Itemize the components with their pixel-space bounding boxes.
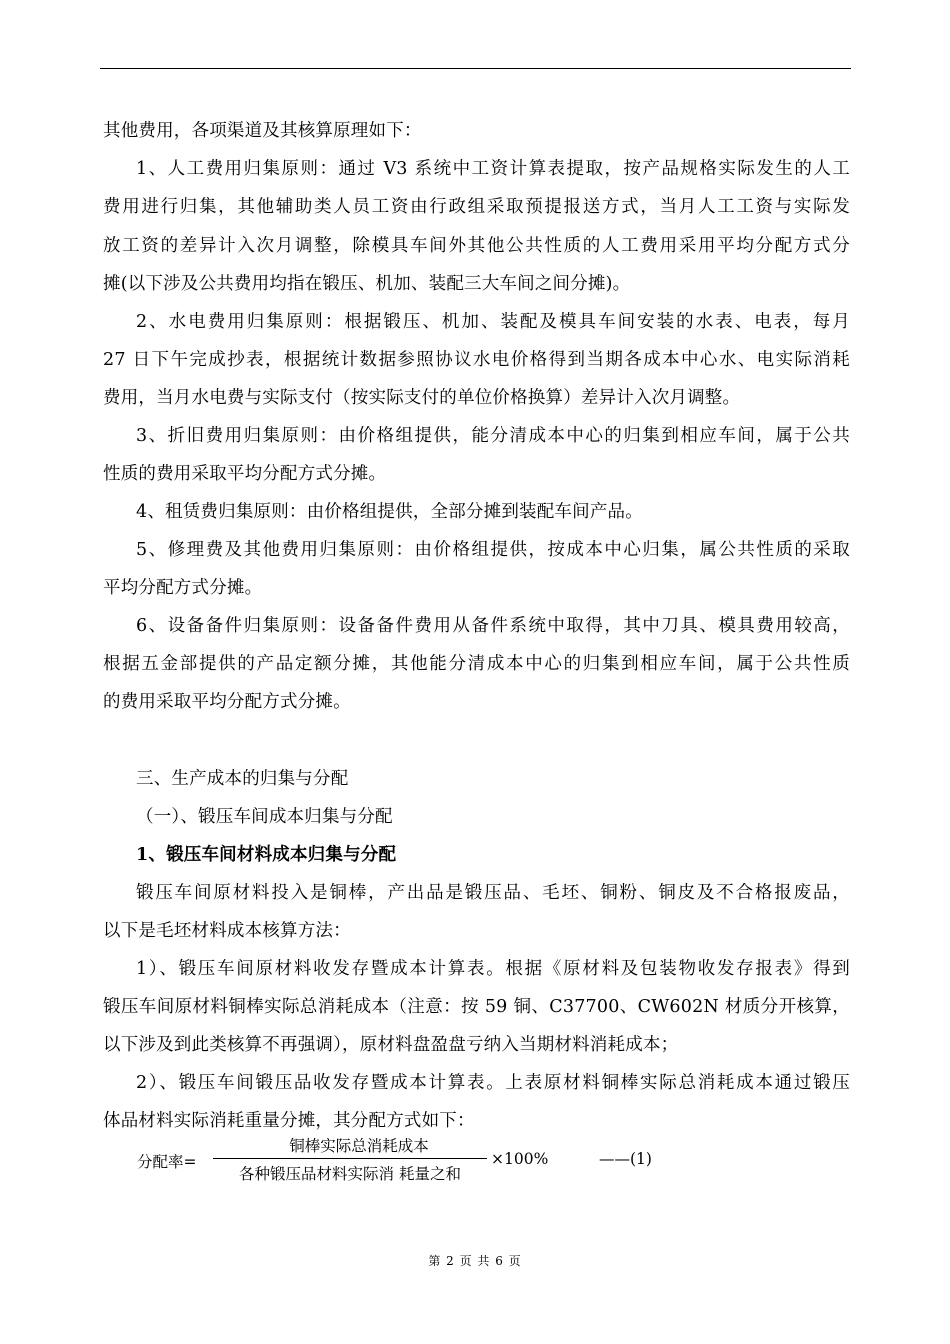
formula-numerator: 铜棒实际总消耗成本 [289, 1137, 429, 1155]
paragraph-line: 其他费用，各项渠道及其核算原理如下： [103, 121, 422, 141]
paragraph-line: 27 日下午完成抄表，根据统计数据参照协议水电价格得到当期各成本中心水、电实际消耗 [103, 350, 850, 370]
paragraph-line: 放工资的差异计入次月调整，除模具车间外其他公共性质的人工费用采用平均分配方式分 [103, 236, 850, 256]
fraction-bar [213, 1158, 487, 1159]
header-rule [100, 68, 851, 69]
paragraph-line: 平均分配方式分摊。 [103, 578, 263, 598]
formula-denominator: 各种锻压品材料实际消 耗量之和 [239, 1165, 461, 1183]
section-heading: 三、生产成本的归集与分配 [136, 769, 349, 789]
page-footer: 第 2 页 共 6 页 [428, 1254, 522, 1268]
paragraph-line: 锻压车间原材料投入是铜棒，产出品是锻压品、毛坯、铜粉、铜皮及不合格报废品， [136, 883, 850, 903]
subsection-heading: （一）、锻压车间成本归集与分配 [136, 807, 393, 827]
paragraph-line: 以下是毛坯材料成本核算方法： [103, 921, 351, 941]
formula-multiplier: ×100% [491, 1150, 549, 1168]
paragraph-line: 以下涉及到此类核算不再强调），原材料盘盈盘亏纳入当期材料消耗成本； [103, 1035, 679, 1055]
paragraph-line: 摊(以下涉及公共费用均指在锻压、机加、装配三大车间之间分摊)。 [103, 274, 631, 294]
paragraph-line: 性质的费用采取平均分配方式分摊。 [103, 464, 387, 484]
paragraph-line: 6、设备备件归集原则：设备备件费用从备件系统中取得，其中刀具、模具费用较高， [136, 616, 850, 636]
paragraph-line: 费用，当月水电费与实际支付（按实际支付的单位价格换算）差异计入次月调整。 [103, 388, 741, 408]
paragraph-line: 2、水电费用归集原则：根据锻压、机加、装配及模具车间安装的水表、电表，每月 [136, 312, 850, 332]
paragraph-line: 1）、锻压车间原材料收发存暨成本计算表。根据《原材料及包装物收发存报表》得到 [136, 959, 850, 979]
paragraph-line: 锻压车间原材料铜棒实际总消耗成本（注意：按 59 铜、C37700、CW602N 材质分开核算， [103, 997, 850, 1017]
paragraph-line: 费用进行归集，其他辅助类人员工资由行政组采取预提报送方式，当月人工工资与实际发 [103, 197, 850, 217]
paragraph-line: 5、修理费及其他费用归集原则：由价格组提供，按成本中心归集，属公共性质的采取 [136, 540, 850, 560]
paragraph-line: 体品材料实际消耗重量分摊，其分配方式如下： [103, 1111, 475, 1131]
formula-label: 分配率= [137, 1153, 197, 1171]
paragraph-line: 2）、锻压车间锻压品收发存暨成本计算表。上表原材料铜棒实际总消耗成本通过锻压 [136, 1073, 850, 1093]
subsubsection-heading: 1、锻压车间材料成本归集与分配 [136, 845, 397, 865]
paragraph-line: 1、人工费用归集原则：通过 V3 系统中工资计算表提取，按产品规格实际发生的人工 [136, 159, 850, 179]
paragraph-line: 的费用采取平均分配方式分摊。 [103, 692, 351, 712]
allocation-formula [137, 1138, 677, 1188]
paragraph-line: 3、折旧费用归集原则：由价格组提供，能分清成本中心的归集到相应车间，属于公共 [136, 426, 850, 446]
equation-number: ——(1) [599, 1150, 652, 1168]
paragraph-line: 4、租赁费归集原则：由价格组提供，全部分摊到装配车间产品。 [136, 502, 643, 522]
paragraph-line: 根据五金部提供的产品定额分摊，其他能分清成本中心的归集到相应车间，属于公共性质 [103, 654, 850, 674]
